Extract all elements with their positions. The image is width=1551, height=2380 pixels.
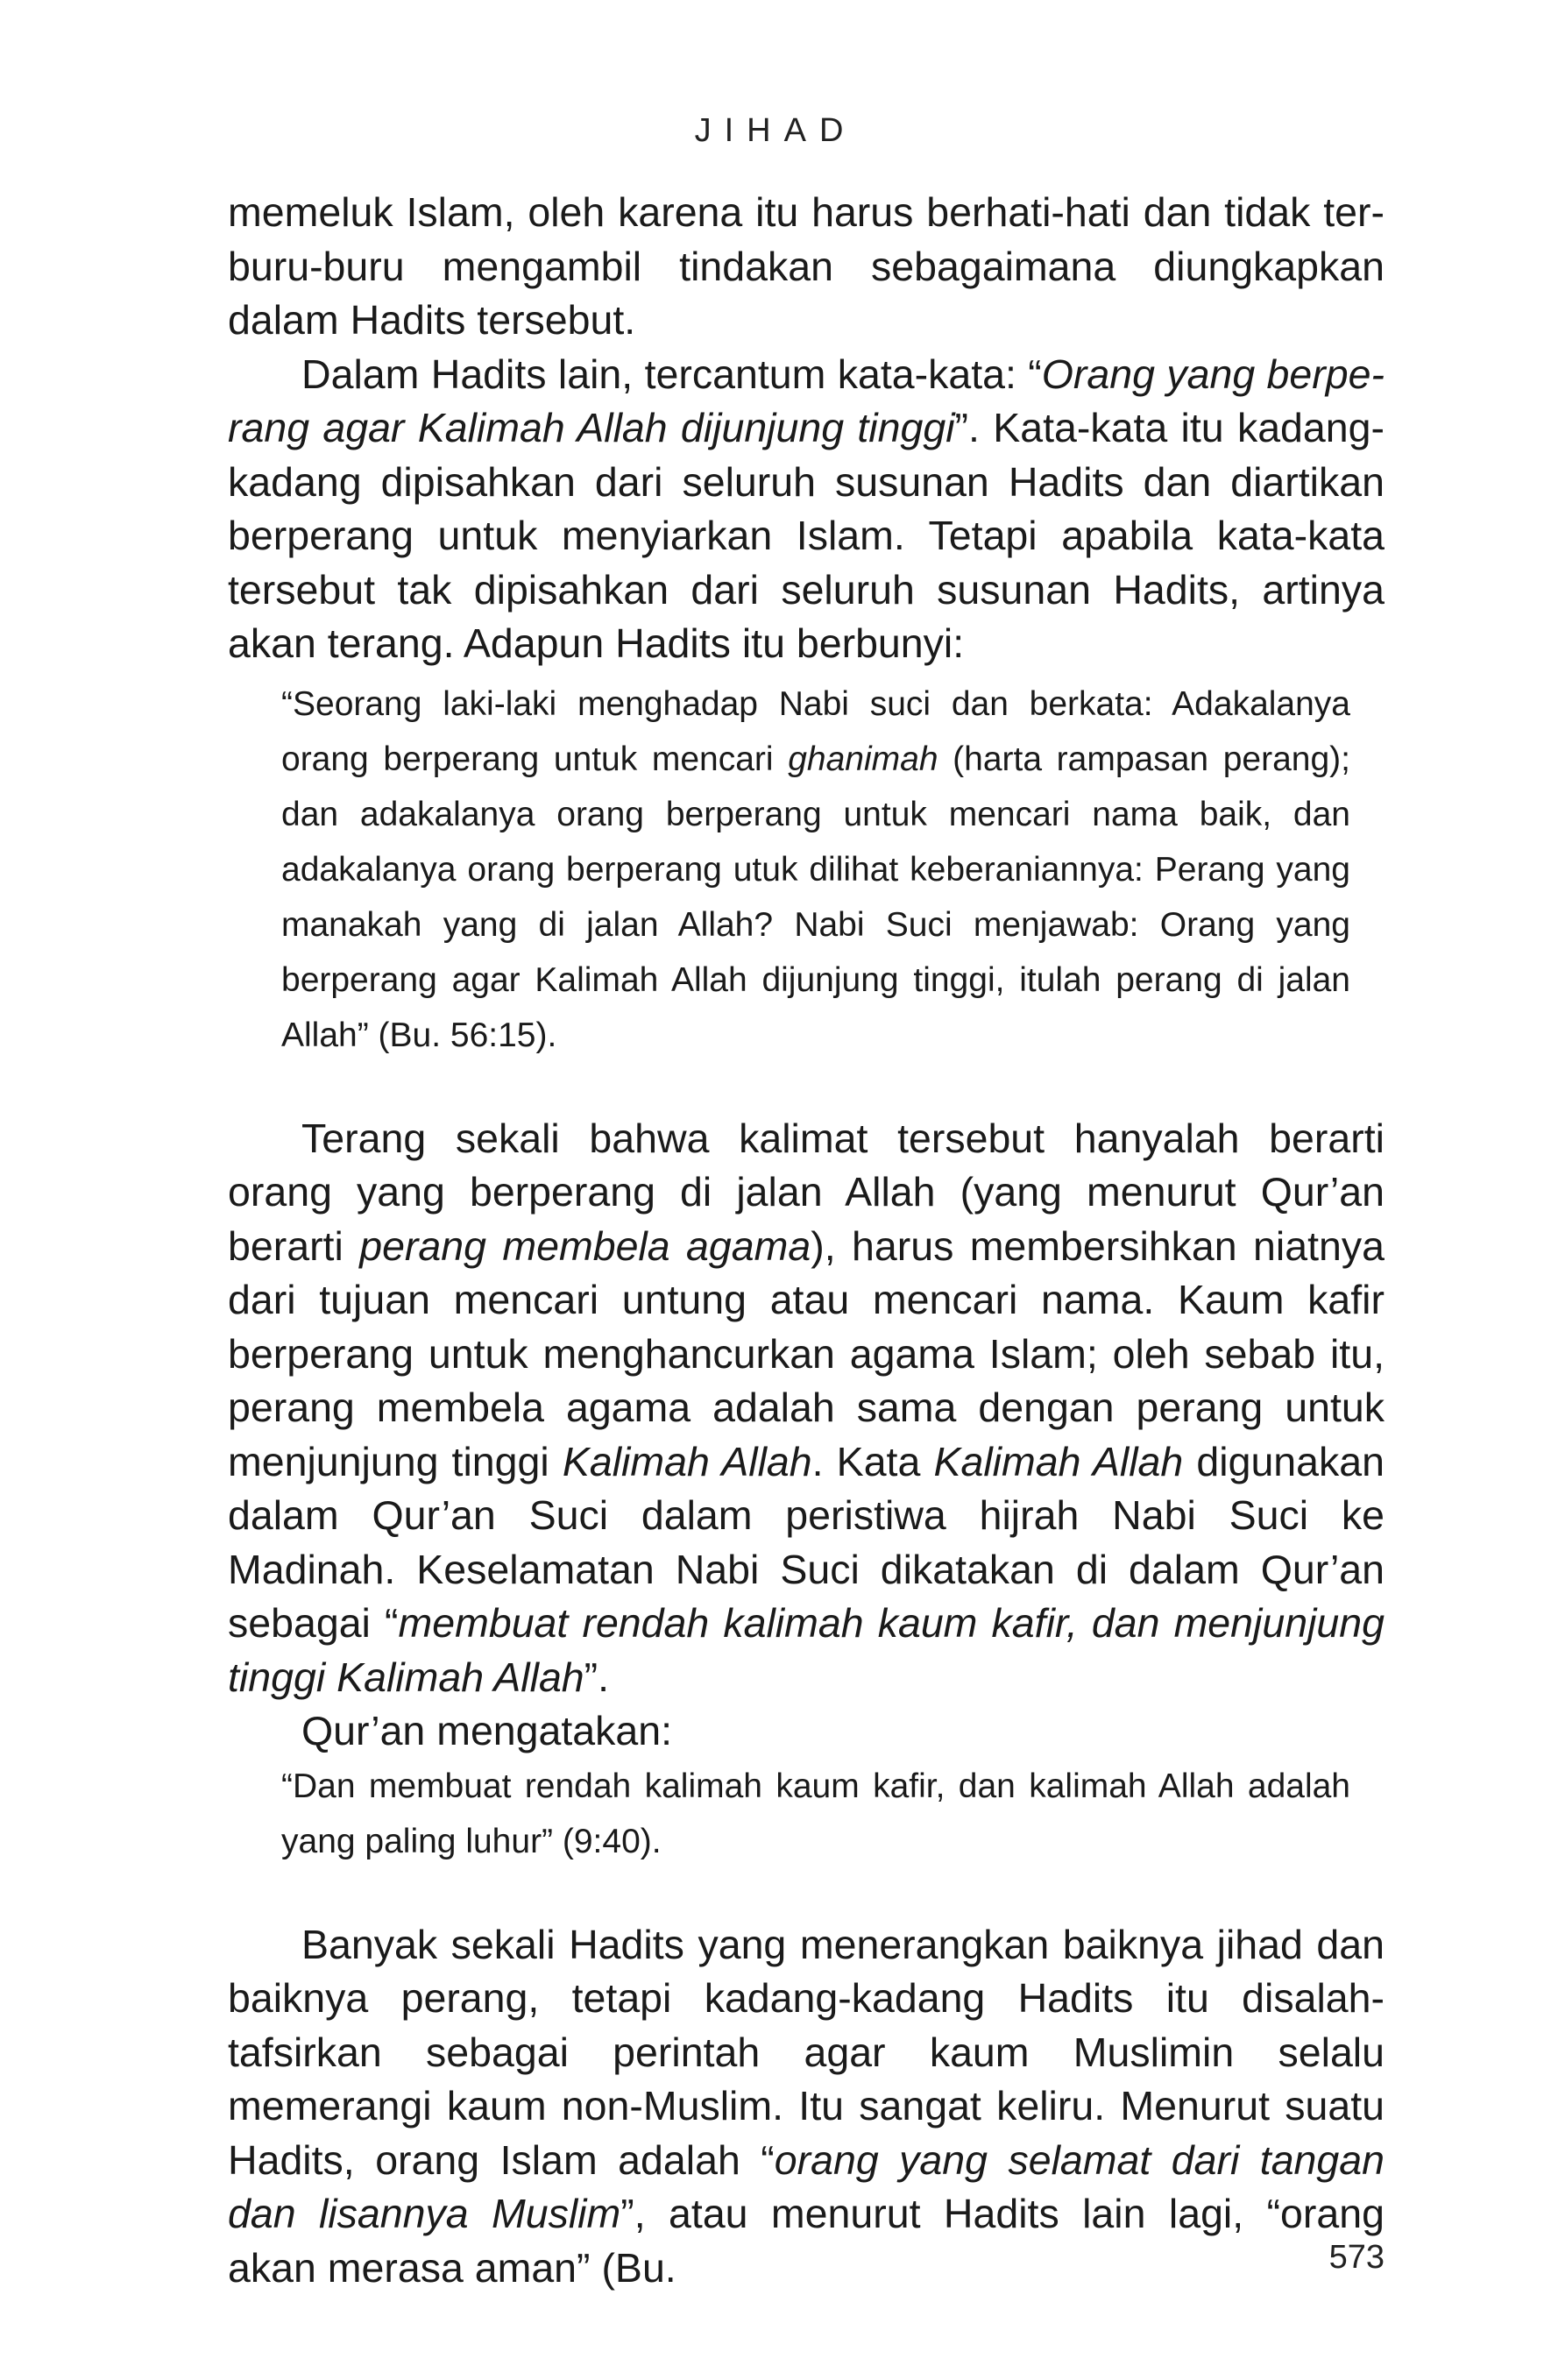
text-run: . Kata <box>811 1438 934 1484</box>
paragraph <box>228 186 1385 348</box>
italic-run: membuat rendah kalimah kaum kafir, dan menjunjung tinggi Kalimah Allah <box>228 1600 1385 1700</box>
italic-run: perang membela agama <box>359 1222 811 1269</box>
text-run: “Seorang laki-laki menghadap Nabi suci dan berkata: Adakalanya orang berperang untuk mencari <box>281 684 1350 778</box>
italic-run: ghanimah <box>788 740 938 778</box>
text-run: Dalam Hadits lain, tercantum kata-kata: “ <box>301 351 1042 397</box>
text-run: ”. Kata-kata itu kadang-kadang dipisahkan dari seluruh susunan Hadits dan diartikan berperang untuk menyiarkan Islam. Tetapi apabila kata-kata tersebut tak dipisahkan dari seluruh susunan Hadits, artinya akan terang. Adapun Hadits itu berbunyi: <box>228 405 1385 666</box>
text-run: “Dan membuat rendah kalimah kaum kafir, dan kalimah Allah adalah yang paling luhur” (9:40). <box>281 1767 1350 1860</box>
text-run: ), harus membersihkan niatnya dari tujuan mencari untung atau mencari nama. Kaum kafir berperang untuk menghancurkan agama Islam; oleh sebab itu, perang membela agama adalah sama dengan perang untuk menjunjung tinggi <box>228 1222 1385 1484</box>
paragraph <box>228 1704 1385 1759</box>
italic-run: Orang yang berperang agar Kalimah Allah dijunjung tinggi <box>228 351 1385 450</box>
text-run: Terang sekali bahwa kalimat tersebut hanyalah berarti orang yang berperang di jalan Allah (yang menurut Qur’an berarti <box>228 1115 1385 1269</box>
running-head: JIHAD <box>694 112 857 149</box>
paragraph <box>228 1112 1385 1705</box>
paragraph <box>228 1918 1385 2296</box>
text-run: ”, atau menurut Hadits lain lagi, “orang akan merasa aman” (Bu. <box>228 2191 1385 2291</box>
text-run: Banyak sekali Hadits yang menerangkan baiknya jihad dan baiknya perang, tetapi kadang-kadang Hadits itu disalah-tafsirkan sebagai perintah agar kaum Muslimin selalu memerangi kaum non-Muslim. Itu sangat keliru. Menurut suatu Hadits, orang Islam adalah “ <box>228 1921 1385 2183</box>
text-run: (harta rampasan perang); dan adakalanya orang berperang untuk mencari nama baik, dan adakalanya orang berperang utuk dilihat keberaniannya: Perang yang manakah yang di jalan Allah? Nabi Suci menjawab: Orang yang berperang agar Kalimah Allah dijunjung tinggi, itulah perang di jalan Allah” (Bu. 56:15). <box>281 740 1350 1054</box>
italic-run: orang yang selamat dari tangan dan lisannya Muslim <box>228 2136 1385 2236</box>
page-number: 573 <box>1328 2239 1385 2276</box>
italic-run: Kalimah Allah <box>562 1438 812 1484</box>
text-run: ”. <box>584 1654 610 1700</box>
italic-run: Kalimah Allah <box>933 1438 1184 1484</box>
page-body <box>228 186 1385 2295</box>
text-run: Qur’an mengatakan: <box>301 1708 673 1753</box>
text-run: memeluk Islam, oleh karena itu harus berhati-hati dan tidak terburu-buru mengambil tindakan sebagaimana diungkapkan dalam Hadits tersebut. <box>228 189 1385 343</box>
text-run: digunakan dalam Qur’an Suci dalam peristiwa hijrah Nabi Suci ke Madinah. Keselamatan Nabi Suci dikatakan di dalam Qur’an sebagai “ <box>228 1438 1385 1646</box>
block-quote <box>281 1759 1350 1869</box>
block-quote <box>281 676 1350 1063</box>
paragraph <box>228 348 1385 671</box>
